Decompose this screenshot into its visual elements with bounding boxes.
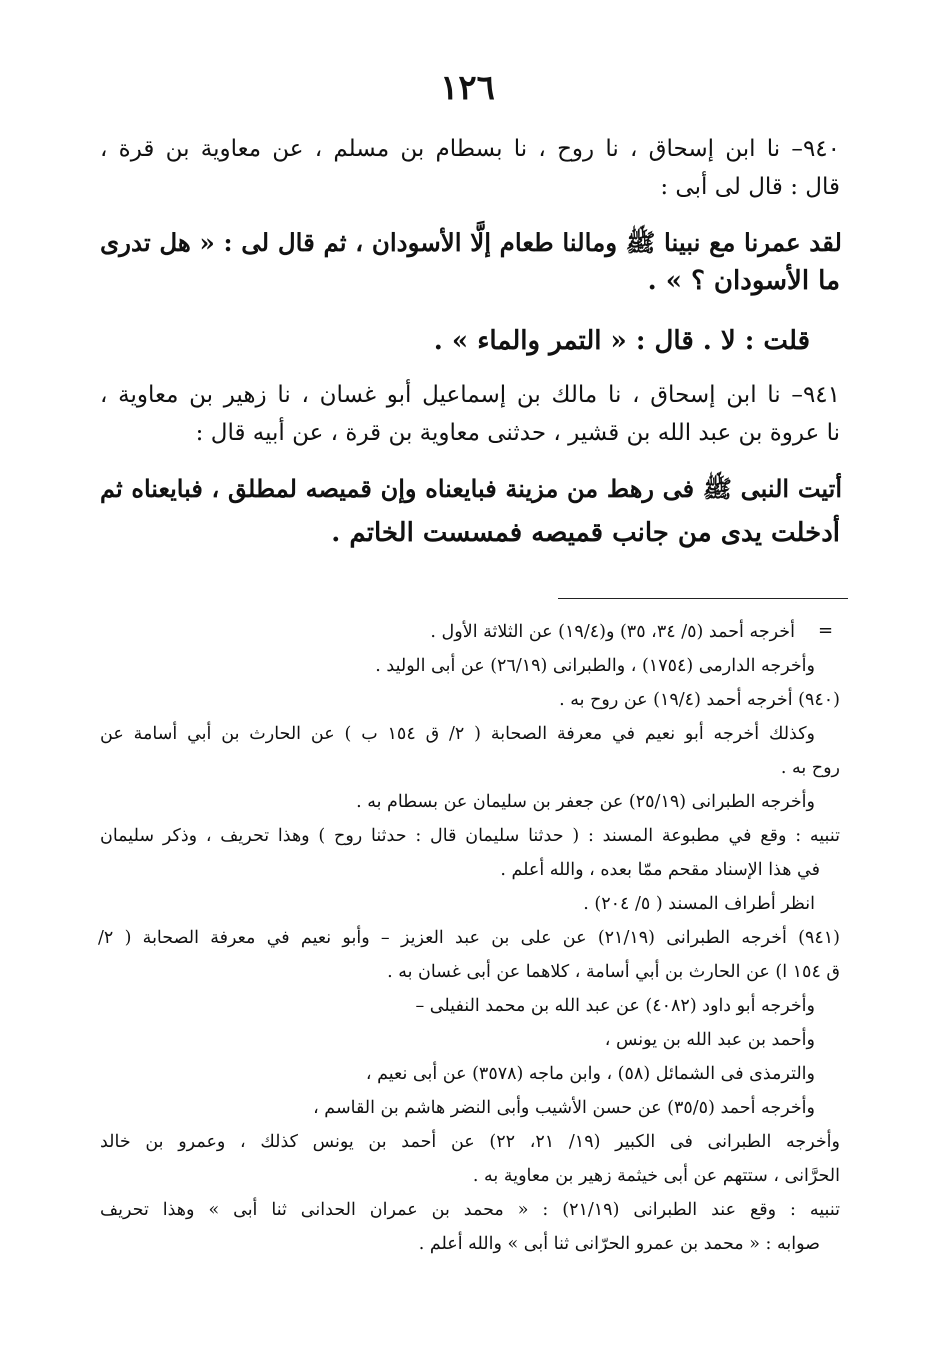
matn-940-line-3: قلت : لا . قال : « التمر والماء » . [433, 326, 810, 356]
isnad-941-line-2: نا عروة بن عبد الله بن قشير ، حدثنى معاوية بن قرة ، عن أبيه قال : [195, 420, 840, 446]
footnote-line: صوابه : « محمد بن عمرو الحرّانى ثنا أبى » والله أعلم . [418, 1234, 820, 1254]
matn-941-line-1: أتيت النبى ﷺ فى رهط من مزينة فبايعناه وإن قميصه لمطلق ، فبايعناه ثم [100, 474, 843, 503]
footnote-line: وأحمد بن عبد الله بن يونس ، [604, 1030, 815, 1050]
footnote-line: وأخرجه أبو داود (٤٠٨٢) عن عبد الله بن محمد النفيلى – [415, 996, 815, 1016]
matn-940-line-1: لقد عمرنا مع نبينا ﷺ ومالنا طعام إلَّا الأسودان ، ثم قال لى : « هل تدرى [100, 228, 842, 257]
footnote-line: تنبيه : وقع عند الطبرانى (٢١/١٩) : « محمد بن عمران الحدانى ثنا أبى » وهذا تحريف [100, 1200, 840, 1220]
footnote-continuation-marker: = [818, 620, 834, 641]
footnote-line: في هذا الإسناد مقحم ممّا بعده ، والله أعلم . [500, 860, 820, 880]
isnad-941-line-1: ٩٤١– نا ابن إسحاق ، نا مالك بن إسماعيل أبو غسان ، نا زهير بن معاوية ، [100, 382, 840, 408]
footnote-line: وكذلك أخرجه أبو نعيم في معرفة الصحابة ( ٢/ ق ١٥٤ ب ) عن الحارث بن أبي أسامة عن [100, 724, 815, 744]
isnad-940-line-1: ٩٤٠– نا ابن إسحاق ، نا روح ، نا بسطام بن مسلم ، عن معاوية بن قرة ، [100, 136, 840, 162]
footnote-line: والترمذى فى الشمائل (٥٨) ، وابن ماجه (٣٥٧٨) عن أبى نعيم ، [365, 1064, 815, 1084]
footnote-separator [558, 598, 848, 599]
matn-940-line-2: ما الأسودان ؟ » . [647, 266, 840, 296]
footnote-line: أخرجه أحمد (٥/ ٣٤، ٣٥) و(١٩/٤) عن الثلاثة الأول . [430, 622, 795, 642]
footnote-line: (٩٤٠) أخرجه أحمد (١٩/٤) عن روح به . [559, 690, 840, 710]
isnad-940-line-2: قال : قال لى أبى : [660, 174, 840, 200]
page-number: ١٢٦ [440, 68, 495, 108]
footnote-line: وأخرجه الدارمى (١٧٥٤) ، والطبرانى (٢٦/١٩) عن أبى الوليد . [375, 656, 815, 676]
matn-941-line-2: أدخلت يدى من جانب قميصه فمسست الخاتم . [331, 518, 840, 548]
footnote-line: وأخرجه أحمد (٣٥/٥) عن حسن الأشيب وأبى النضر هاشم بن القاسم ، [313, 1098, 815, 1118]
footnote-line: روح به . [780, 758, 840, 778]
footnote-line: ق ١٥٤ ا) عن الحارث بن أبي أسامة ، كلاهما عن أبى غسان به . [387, 962, 840, 982]
footnote-line: وأخرجه الطبرانى فى الكبير (١٩/ ٢١، ٢٢) عن أحمد بن يونس كذلك ، وعمرو بن خالد [100, 1132, 840, 1152]
footnote-line: تنبيه : وقع في مطبوعة المسند : ( حدثنا سليمان قال : حدثنا روح ) وهذا تحريف ، وذكر سليمان [100, 826, 840, 846]
footnote-line: انظر أطراف المسند ( ٥/ ٢٠٤) . [583, 894, 815, 914]
footnote-line: الحرَّانى ، ستتهم عن أبى خيثمة زهير بن معاوية به . [472, 1166, 840, 1186]
footnote-line: (٩٤١) أخرجه الطبرانى (٢١/١٩) عن على بن عبد العزيز – وأبو نعيم في معرفة الصحابة ( ٢/ [98, 928, 840, 948]
footnote-line: وأخرجه الطبرانى (٢٥/١٩) عن جعفر بن سليمان عن بسطام به . [356, 792, 815, 812]
